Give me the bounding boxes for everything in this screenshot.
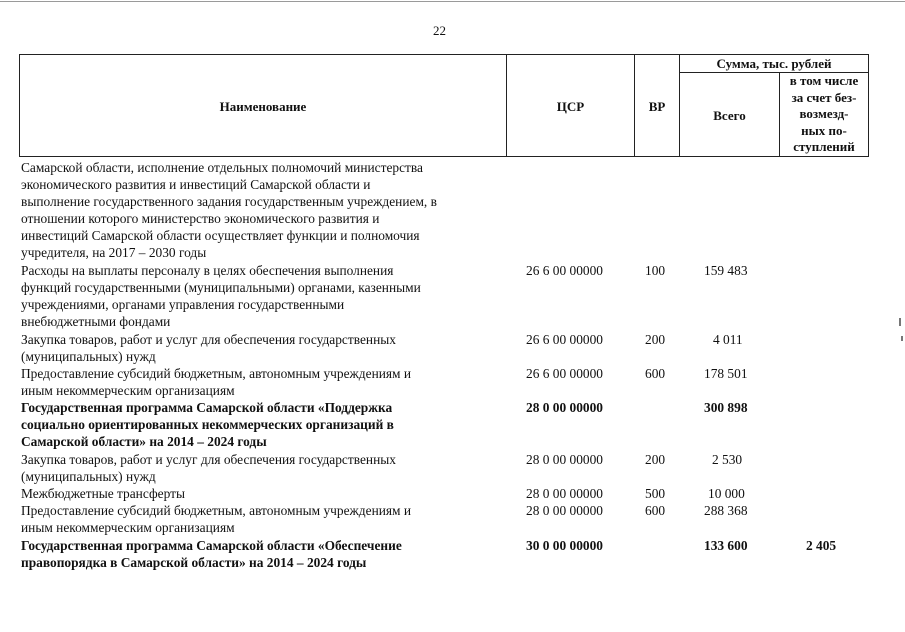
row-csr: 26 6 00 00000 (526, 263, 603, 278)
row-name: Государственная программа Самарской области «Поддержка социально ориентированных некоммерческих организаций в Самарской области» на 2014 – 2024 годы (21, 400, 394, 449)
header-sum-group: Сумма, тыс. рублей (716, 56, 832, 71)
header-incl-free: в том числе за счет без- возмезд- ных по- ступлений (789, 73, 859, 154)
header-bottom-border (19, 156, 869, 157)
row-total: 288 368 (704, 503, 748, 518)
header-csr: ЦСР (556, 99, 585, 114)
row-name: Государственная программа Самарской области «Обеспечение правопорядка в Самарской области» на 2014 – 2024 годы (21, 538, 402, 570)
row-name: Предоставление субсидий бюджетным, автономным учреждениям и иным некоммерческим организациям (21, 503, 412, 535)
row-name: Расходы на выплаты персоналу в целях обеспечения выполнения функций государственными (муниципальными) органами, казенными учреждениями, органами управления государственными внебюджетными фондами (21, 263, 421, 329)
row-name: Предоставление субсидий бюджетным, автономным учреждениям и иным некоммерческим организациям (21, 366, 412, 398)
row-vr: 600 (645, 503, 666, 518)
col-border-right (868, 54, 869, 157)
header-top-border (19, 54, 869, 55)
row-name: Межбюджетные трансферты (21, 486, 185, 501)
row-total: 300 898 (704, 400, 748, 415)
row-csr: 28 0 00 00000 (526, 400, 603, 415)
row-csr: 28 0 00 00000 (526, 486, 603, 501)
header-name: Наименование (219, 99, 307, 114)
row-total: 178 501 (704, 366, 748, 381)
row-name: Самарской области, исполнение отдельных полномочий министерства экономического развития и инвестиций Самарской области и выполнение государственного задания государственным учреждением, в отношении которого министерство экономического развития и инвестиций Самарской области осуществляет функции и полномочия учредителя, на 2017 – 2030 годы (21, 160, 437, 260)
row-total: 10 000 (708, 486, 745, 501)
row-csr: 28 0 00 00000 (526, 452, 603, 467)
row-vr: 500 (645, 486, 666, 501)
row-vr: 200 (645, 452, 666, 467)
row-total: 159 483 (704, 263, 748, 278)
row-csr: 30 0 00 00000 (526, 538, 603, 553)
row-total: 133 600 (704, 538, 748, 553)
row-csr: 28 0 00 00000 (526, 503, 603, 518)
row-vr: 100 (645, 263, 666, 278)
row-vr: 200 (645, 332, 666, 347)
row-name: Закупка товаров, работ и услуг для обеспечения государственных (муниципальных) нужд (21, 332, 396, 364)
scan-mark (901, 336, 903, 341)
scan-mark (899, 318, 901, 326)
row-total: 2 530 (712, 452, 743, 467)
header-total: Всего (713, 108, 746, 123)
row-free: 2 405 (806, 538, 837, 553)
row-total: 4 011 (713, 332, 743, 347)
row-csr: 26 6 00 00000 (526, 366, 603, 381)
header-vr: ВР (648, 99, 666, 114)
row-csr: 26 6 00 00000 (526, 332, 603, 347)
row-vr: 600 (645, 366, 666, 381)
page-number: 22 (433, 23, 446, 38)
row-name: Закупка товаров, работ и услуг для обеспечения государственных (муниципальных) нужд (21, 452, 396, 484)
